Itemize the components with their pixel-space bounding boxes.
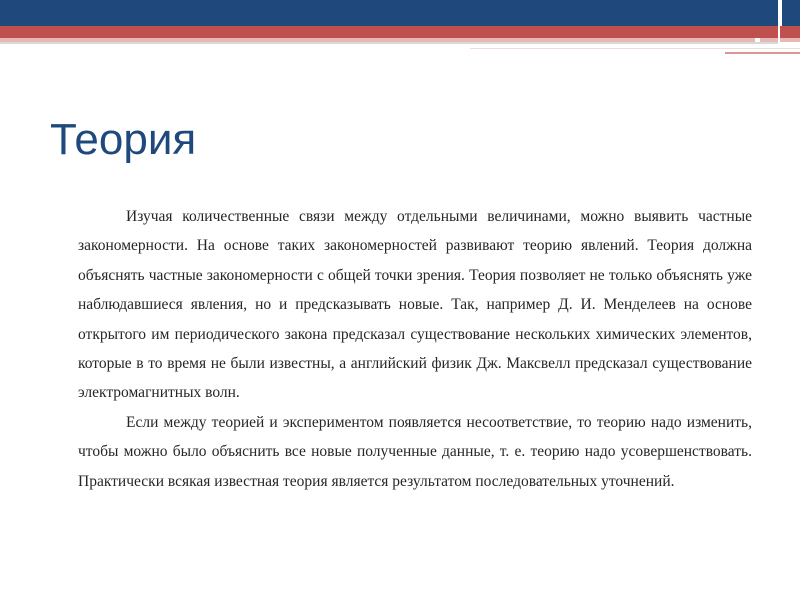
body-paragraph-2: Если между теорией и экспериментом появляется несоответствие, то теорию надо изменить, чтобы можно было объяснить все новые полученные данные, т. е. теорию надо усовершенствовать. Практически всякая известная теория является результатом последовательных уточнений. [78, 413, 752, 490]
header-band-gray [0, 42, 778, 44]
body-paragraph-1: Изучая количественные связи между отдельными величинами, можно выявить частные закономерности. На основе таких закономерностей развивают теорию явлений. Теория должна объяснять частные закономерности с общей точки зрения. Теория позволяет не только объяснять уже наблюдавшиеся явления, но и предсказывать новые. Так, например Д. И. Менделеев на основе открытого им периодического закона предсказал существование нескольких химических элементов, которые в то время не были известны, а английский физик Дж. Максвелл предсказал существование электромагнитных волн. [78, 208, 752, 402]
header-accent-line [725, 52, 800, 54]
slide-title: Теория [50, 115, 197, 164]
header-band-red [0, 26, 800, 38]
slide-body [78, 202, 752, 496]
header-band-navy-right [782, 0, 800, 26]
header-band-navy [0, 0, 778, 26]
header-divider [778, 0, 780, 44]
header-faint-line [470, 48, 800, 49]
